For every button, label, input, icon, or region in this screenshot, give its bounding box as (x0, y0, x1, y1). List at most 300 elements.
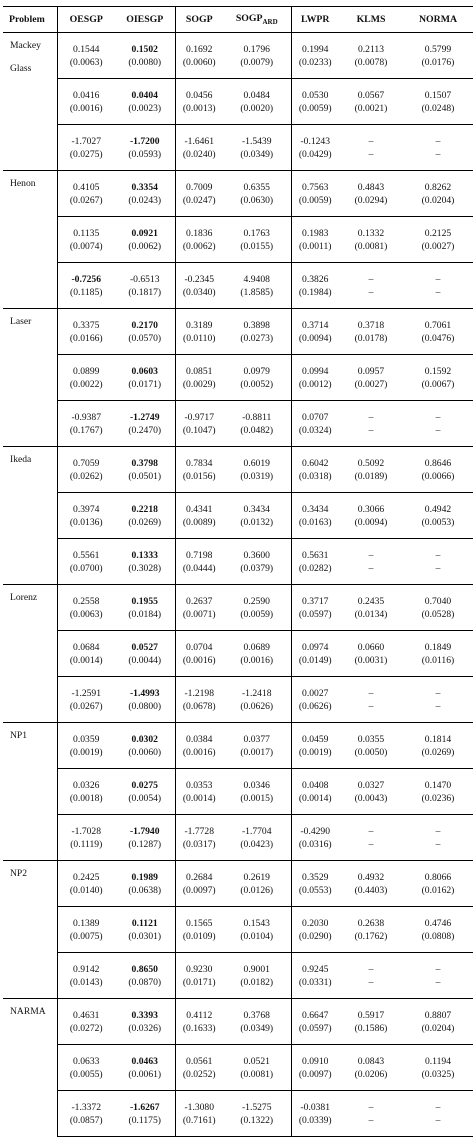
table-row-stddev (3, 424, 473, 447)
value-cell: 0.0416 (57, 79, 115, 103)
stddev-cell: (0.0016) (240, 655, 274, 666)
value-cell: 0.0921 (115, 217, 175, 241)
value-cell: -1.3372 (57, 1091, 115, 1115)
stddev-cell: (0.0053) (421, 517, 455, 528)
stddev-cell: (0.0444) (175, 562, 223, 585)
stddev-cell: (0.0476) (421, 333, 455, 344)
value-cell: 0.4942 (403, 493, 473, 517)
value-cell: 0.0408 (291, 769, 339, 793)
value-cell: 0.1507 (403, 79, 473, 103)
table-row-values (3, 631, 473, 655)
stddev-cell: (0.0248) (421, 103, 455, 114)
header-oiesgp: OIESGP (115, 7, 175, 33)
value-cell: 0.0957 (339, 355, 403, 379)
stddev-cell: (1.8585) (240, 287, 274, 298)
value-cell: 0.7061 (403, 309, 473, 333)
value-cell: -1.6461 (175, 125, 223, 149)
value-cell: 0.9001 (223, 953, 291, 977)
value-cell: 0.0684 (57, 631, 115, 655)
header-sogp-ard-subscript: ARD (262, 17, 278, 26)
header-norma: NORMA (403, 7, 473, 33)
table-row-stddev (3, 332, 473, 355)
table-row-values (3, 861, 473, 885)
stddev-cell: (0.0017) (240, 747, 274, 758)
value-cell: 0.3434 (223, 493, 291, 517)
value-cell: -0.9717 (175, 401, 223, 425)
value-cell: -0.0381 (291, 1091, 339, 1115)
value-cell: 0.2125 (403, 217, 473, 241)
table-row-stddev (3, 240, 473, 263)
value-cell: – (403, 263, 473, 287)
value-cell: 0.9245 (291, 953, 339, 977)
problem-name-cell (3, 999, 57, 1137)
stddev-cell: (0.0626) (240, 701, 274, 712)
stddev-cell: (0.0324) (291, 424, 339, 447)
table-row-values (3, 263, 473, 287)
stddev-cell: (0.1287) (128, 839, 162, 850)
stddev-cell: (0.0029) (175, 378, 223, 401)
value-cell: 0.1332 (339, 217, 403, 241)
stddev-cell: (0.0501) (128, 471, 162, 482)
table-row-values (3, 815, 473, 839)
stddev-cell: – (435, 839, 441, 850)
value-cell: 0.6042 (291, 447, 339, 471)
stddev-cell: – (403, 1114, 473, 1137)
stddev-cell: (0.0272) (57, 1022, 115, 1045)
stddev-cell: (0.0290) (291, 930, 339, 953)
stddev-cell: (0.0016) (57, 102, 115, 125)
value-cell: 0.4112 (175, 999, 223, 1023)
value-cell: 0.0851 (175, 355, 223, 379)
value-cell: – (403, 539, 473, 563)
stddev-cell: (0.2470) (128, 425, 162, 436)
value-cell: 0.3826 (291, 263, 339, 287)
value-cell: 0.3189 (175, 309, 223, 333)
stddev-cell: (0.0094) (354, 517, 388, 528)
stddev-cell: (0.0054) (128, 793, 162, 804)
stddev-cell: (0.0074) (57, 240, 115, 263)
value-cell: 0.0463 (115, 1045, 175, 1069)
value-cell: -1.4993 (115, 677, 175, 701)
stddev-cell: (0.4403) (354, 885, 388, 896)
value-cell: 0.2558 (57, 585, 115, 609)
stddev-cell: (0.0066) (421, 471, 455, 482)
stddev-cell: (0.0267) (57, 194, 115, 217)
table-row-values (3, 769, 473, 793)
value-cell: 0.8807 (403, 999, 473, 1023)
table-row-stddev (3, 792, 473, 815)
stddev-cell: – (435, 425, 441, 436)
value-cell: 0.9142 (57, 953, 115, 977)
value-cell: 0.1470 (403, 769, 473, 793)
value-cell: 0.8646 (403, 447, 473, 471)
value-cell: 0.0561 (175, 1045, 223, 1069)
value-cell: 0.0979 (223, 355, 291, 379)
value-cell: 0.0404 (115, 79, 175, 103)
table-row-stddev (3, 194, 473, 217)
stddev-cell: (0.0325) (421, 1069, 455, 1080)
value-cell: 0.6647 (291, 999, 339, 1023)
value-cell: – (403, 1091, 473, 1115)
problem-name-cell (3, 447, 57, 585)
value-cell: 0.0994 (291, 355, 339, 379)
stddev-cell: (0.0013) (175, 102, 223, 125)
stddev-cell: (0.7161) (175, 1114, 223, 1137)
value-cell: – (339, 263, 403, 287)
value-cell: -1.6267 (115, 1091, 175, 1115)
stddev-cell: (0.0156) (175, 470, 223, 493)
table-row-stddev (3, 1068, 473, 1091)
stddev-cell: – (368, 839, 374, 850)
stddev-cell: (0.1586) (354, 1023, 388, 1034)
stddev-cell: (0.0184) (128, 609, 162, 620)
value-cell: 0.4631 (57, 999, 115, 1023)
stddev-cell: (0.0206) (354, 1069, 388, 1080)
table-body (3, 33, 473, 1137)
stddev-cell: (0.1762) (354, 931, 388, 942)
value-cell: -0.7256 (57, 263, 115, 287)
value-cell: 0.3600 (223, 539, 291, 563)
stddev-cell: (0.0176) (421, 57, 455, 68)
value-cell: 0.0359 (57, 723, 115, 747)
stddev-cell: (0.0109) (175, 930, 223, 953)
table-row-values (3, 907, 473, 931)
value-cell: 0.5631 (291, 539, 339, 563)
value-cell: 0.3798 (115, 447, 175, 471)
stddev-cell: (0.1047) (175, 424, 223, 447)
value-cell: 0.0353 (175, 769, 223, 793)
stddev-cell: – (368, 287, 374, 298)
value-cell: 0.4746 (403, 907, 473, 931)
stddev-cell: (0.0027) (354, 379, 388, 390)
problem-name-cell (3, 171, 57, 309)
stddev-cell: (0.0050) (354, 747, 388, 758)
stddev-cell: (0.0870) (128, 977, 162, 988)
value-cell: 0.5917 (339, 999, 403, 1023)
stddev-cell: (0.0162) (421, 885, 455, 896)
stddev-cell: (0.0236) (421, 793, 455, 804)
value-cell: 0.3529 (291, 861, 339, 885)
stddev-cell: – (435, 149, 441, 160)
value-cell: 0.3768 (223, 999, 291, 1023)
stddev-cell: (0.0233) (291, 56, 339, 79)
stddev-cell: (0.0071) (175, 608, 223, 631)
value-cell: 0.1983 (291, 217, 339, 241)
stddev-cell: – (435, 977, 441, 988)
stddev-cell: (0.0018) (57, 792, 115, 815)
value-cell: 0.2637 (175, 585, 223, 609)
table-row-stddev (3, 654, 473, 677)
value-cell: 0.6019 (223, 447, 291, 471)
stddev-cell: – (435, 701, 441, 712)
stddev-cell: (0.0012) (291, 378, 339, 401)
table-row-values (3, 217, 473, 241)
stddev-cell: (0.0597) (291, 1022, 339, 1045)
table-row-values (3, 1091, 473, 1115)
value-cell: – (339, 953, 403, 977)
stddev-cell: (0.0061) (128, 1069, 162, 1080)
value-cell: 0.8650 (115, 953, 175, 977)
stddev-cell: (0.0349) (240, 149, 274, 160)
table-row-values (3, 79, 473, 103)
stddev-cell: (0.0059) (291, 102, 339, 125)
table-row-values (3, 33, 473, 57)
problem-name-cell (3, 33, 57, 171)
value-cell: 0.3066 (339, 493, 403, 517)
value-cell: – (403, 677, 473, 701)
value-cell: -0.8811 (223, 401, 291, 425)
value-cell: -1.2418 (223, 677, 291, 701)
stddev-cell: (0.0339) (291, 1114, 339, 1137)
stddev-cell: (0.0273) (240, 333, 274, 344)
value-cell: 0.4341 (175, 493, 223, 517)
value-cell: 0.8262 (403, 171, 473, 195)
table-row-stddev (3, 1022, 473, 1045)
stddev-cell: (0.0019) (291, 746, 339, 769)
stddev-cell: (0.0318) (291, 470, 339, 493)
stddev-cell: (0.3028) (128, 563, 162, 574)
value-cell: 4.9408 (223, 263, 291, 287)
stddev-cell: (0.1817) (128, 287, 162, 298)
stddev-cell: (0.0062) (128, 241, 162, 252)
stddev-cell: (0.0240) (175, 148, 223, 171)
header-sogp-ard-label: SOGP (235, 13, 263, 25)
stddev-cell: (0.0166) (57, 332, 115, 355)
value-cell: 0.4105 (57, 171, 115, 195)
stddev-cell: (0.0059) (291, 194, 339, 217)
value-cell: -0.4290 (291, 815, 339, 839)
value-cell: – (403, 953, 473, 977)
value-cell: 0.0707 (291, 401, 339, 425)
table-row-values (3, 999, 473, 1023)
value-cell: 0.2425 (57, 861, 115, 885)
value-cell: 0.0459 (291, 723, 339, 747)
stddev-cell: (0.0204) (421, 195, 455, 206)
value-cell: 0.0027 (291, 677, 339, 701)
stddev-cell: (0.0204) (421, 1023, 455, 1034)
stddev-cell: (0.0317) (175, 838, 223, 861)
value-cell: 0.1543 (223, 907, 291, 931)
value-cell: – (339, 125, 403, 149)
value-cell: 0.5561 (57, 539, 115, 563)
stddev-cell: (0.0316) (291, 838, 339, 861)
value-cell: 0.0355 (339, 723, 403, 747)
stddev-cell: – (368, 563, 374, 574)
value-cell: 0.0633 (57, 1045, 115, 1069)
stddev-cell: (0.0110) (175, 332, 223, 355)
value-cell: 0.1814 (403, 723, 473, 747)
value-cell: 0.2684 (175, 861, 223, 885)
value-cell: 0.3974 (57, 493, 115, 517)
problem-name-cell (3, 861, 57, 999)
value-cell: 0.2113 (339, 33, 403, 57)
value-cell: 0.0377 (223, 723, 291, 747)
stddev-cell: (0.0063) (57, 56, 115, 79)
table-row-stddev (3, 838, 473, 861)
problem-name-line: NP2 (10, 868, 28, 879)
value-cell: -1.2591 (57, 677, 115, 701)
table-row-stddev (3, 746, 473, 769)
stddev-cell: (0.0116) (421, 655, 455, 666)
stddev-cell: (0.0163) (291, 516, 339, 539)
stddev-cell: (0.0016) (175, 654, 223, 677)
value-cell: – (339, 401, 403, 425)
header-sogp: SOGP (175, 7, 223, 33)
stddev-cell: (0.0080) (128, 57, 162, 68)
table-row-stddev (3, 286, 473, 309)
stddev-cell: (0.0182) (240, 977, 274, 988)
table-row-stddev (3, 102, 473, 125)
stddev-cell: (0.0021) (354, 103, 388, 114)
stddev-cell: (0.0593) (128, 149, 162, 160)
stddev-cell: (0.0097) (175, 884, 223, 907)
stddev-cell: (0.0331) (291, 976, 339, 999)
value-cell: 0.3375 (57, 309, 115, 333)
header-row (3, 7, 473, 33)
stddev-cell: (0.0626) (291, 700, 339, 723)
value-cell: -0.2345 (175, 263, 223, 287)
table-row-stddev (3, 378, 473, 401)
value-cell: 0.0567 (339, 79, 403, 103)
stddev-cell: (0.0052) (240, 379, 274, 390)
stddev-cell: (0.0155) (240, 241, 274, 252)
stddev-cell: (0.0081) (354, 241, 388, 252)
stddev-cell: (0.0528) (421, 609, 455, 620)
value-cell: 0.4932 (339, 861, 403, 885)
value-cell: 0.1565 (175, 907, 223, 931)
value-cell: 0.0899 (57, 355, 115, 379)
table-row-stddev (3, 700, 473, 723)
stddev-cell: (0.0301) (128, 931, 162, 942)
value-cell: 0.7059 (57, 447, 115, 471)
table-row-stddev (3, 884, 473, 907)
value-cell: 0.3714 (291, 309, 339, 333)
problem-name-line: Laser (10, 316, 32, 327)
table-row-stddev (3, 608, 473, 631)
stddev-cell: (0.0252) (175, 1068, 223, 1091)
value-cell: 0.1333 (115, 539, 175, 563)
stddev-cell: (0.0031) (354, 655, 388, 666)
stddev-cell: (0.0081) (240, 1069, 274, 1080)
value-cell: 0.1849 (403, 631, 473, 655)
stddev-cell: (0.1119) (57, 838, 115, 861)
value-cell: 0.0974 (291, 631, 339, 655)
header-oesgp: OESGP (57, 7, 115, 33)
value-cell: 0.7563 (291, 171, 339, 195)
results-table (3, 6, 473, 1137)
stddev-cell: (0.0089) (175, 516, 223, 539)
value-cell: 0.7009 (175, 171, 223, 195)
stddev-cell: (0.0104) (240, 931, 274, 942)
table-row-values (3, 1045, 473, 1069)
stddev-cell: (0.0678) (175, 700, 223, 723)
stddev-cell: (0.0597) (291, 608, 339, 631)
stddev-cell: (0.0340) (175, 286, 223, 309)
value-cell: 0.1592 (403, 355, 473, 379)
value-cell: 0.0660 (339, 631, 403, 655)
value-cell: 0.0521 (223, 1045, 291, 1069)
header-problem: Problem (3, 7, 57, 33)
value-cell: – (339, 539, 403, 563)
table-row-values (3, 125, 473, 149)
stddev-cell: (0.0243) (128, 195, 162, 206)
stddev-cell: (0.0044) (128, 655, 162, 666)
stddev-cell: (0.0019) (57, 746, 115, 769)
value-cell: 0.7040 (403, 585, 473, 609)
stddev-cell: (0.0126) (240, 885, 274, 896)
value-cell: -1.3080 (175, 1091, 223, 1115)
stddev-cell: – (368, 977, 374, 988)
value-cell: -1.7200 (115, 125, 175, 149)
value-cell: 0.2590 (223, 585, 291, 609)
value-cell: 0.3717 (291, 585, 339, 609)
value-cell: 0.1692 (175, 33, 223, 57)
stddev-cell: (0.0143) (57, 976, 115, 999)
value-cell: 0.0910 (291, 1045, 339, 1069)
table-row-stddev (3, 148, 473, 171)
stddev-cell: (0.0294) (354, 195, 388, 206)
table-row-stddev (3, 930, 473, 953)
value-cell: -1.7027 (57, 125, 115, 149)
value-cell: 0.2218 (115, 493, 175, 517)
value-cell: -0.9387 (57, 401, 115, 425)
table-row-values (3, 493, 473, 517)
stddev-cell: – (435, 287, 441, 298)
value-cell: 0.0527 (115, 631, 175, 655)
value-cell: 0.1796 (223, 33, 291, 57)
stddev-cell: (0.0630) (240, 195, 274, 206)
stddev-cell: (0.0075) (57, 930, 115, 953)
stddev-cell: (0.0553) (291, 884, 339, 907)
value-cell: 0.1194 (403, 1045, 473, 1069)
stddev-cell: (0.0638) (128, 885, 162, 896)
value-cell: -1.2749 (115, 401, 175, 425)
value-cell: 0.3434 (291, 493, 339, 517)
stddev-cell: (0.0857) (57, 1114, 115, 1137)
problem-name-cell (3, 309, 57, 447)
stddev-cell: – (339, 1114, 403, 1137)
table-row-values (3, 309, 473, 333)
problem-name-cell (3, 723, 57, 861)
value-cell: 0.2170 (115, 309, 175, 333)
stddev-cell: (0.0136) (57, 516, 115, 539)
value-cell: 0.0530 (291, 79, 339, 103)
value-cell: 0.0843 (339, 1045, 403, 1069)
stddev-cell: (0.0140) (57, 884, 115, 907)
stddev-cell: (0.0014) (175, 792, 223, 815)
problem-name-line: Ikeda (10, 454, 32, 465)
value-cell: 0.1955 (115, 585, 175, 609)
stddev-cell: (0.0149) (291, 654, 339, 677)
value-cell: 0.0302 (115, 723, 175, 747)
value-cell: 0.3898 (223, 309, 291, 333)
stddev-cell: (0.0429) (291, 148, 339, 171)
table-row-values (3, 585, 473, 609)
value-cell: 0.1994 (291, 33, 339, 57)
stddev-cell: (0.0267) (57, 700, 115, 723)
value-cell: 0.0704 (175, 631, 223, 655)
stddev-cell: (0.0060) (128, 747, 162, 758)
table-row-values (3, 355, 473, 379)
value-cell: 0.0327 (339, 769, 403, 793)
stddev-cell: (0.1984) (291, 286, 339, 309)
value-cell: 0.2435 (339, 585, 403, 609)
table-row-values (3, 539, 473, 563)
value-cell: 0.2619 (223, 861, 291, 885)
problem-name-cell (3, 585, 57, 723)
problem-name-line: Glass (10, 63, 32, 74)
stddev-cell: (0.0282) (291, 562, 339, 585)
